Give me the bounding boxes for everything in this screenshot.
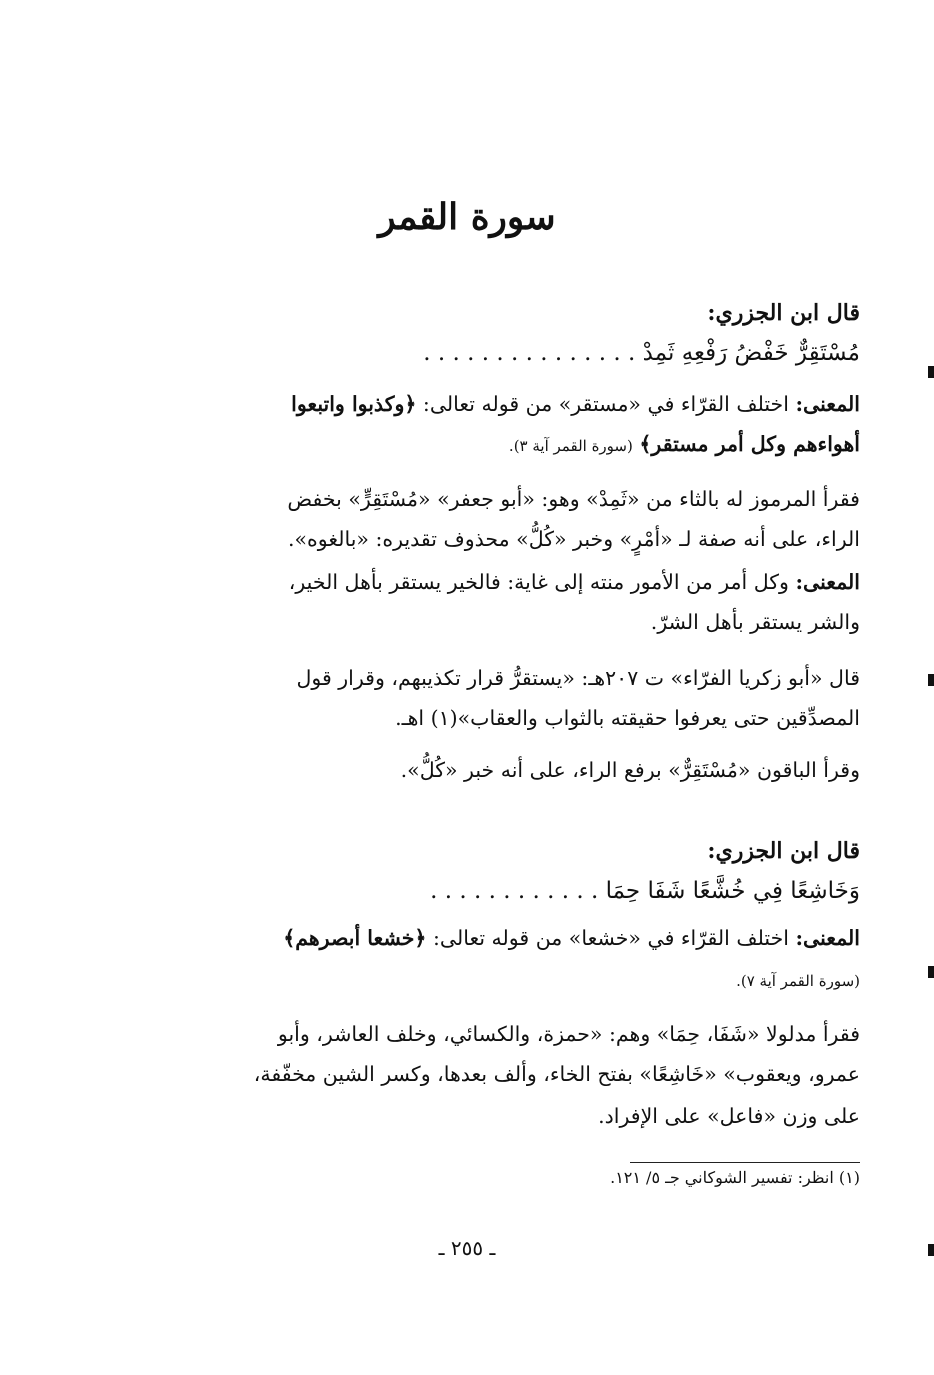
meaning-line-3 xyxy=(74,926,860,950)
paragraph-line: فقرأ مدلولا «شَفَا، حِمَا» وهم: «حمزة، والكسائي، وخلف العاشر، وأبو xyxy=(277,1022,860,1046)
footnote-divider xyxy=(630,1162,860,1163)
page-number: ـ ٢٥٥ ـ xyxy=(438,1236,496,1260)
meaning-label: المعنى: xyxy=(795,926,860,950)
meaning2-line-1 xyxy=(74,570,860,594)
quran-quote-cont: أهواءهم وكل أمر مستقر﴾ xyxy=(639,432,860,456)
meaning-text: وكل أمر من الأمور منته إلى غاية: فالخير يستقر بأهل الخير، xyxy=(288,570,789,594)
paragraph-line: المصدِّقين حتى يعرفوا حقيقته بالثواب والعقاب»(١) اهـ. xyxy=(395,706,860,730)
scan-edge-mark xyxy=(928,966,934,978)
paragraph-line: الراء، على أنه صفة لـ «أمْرٍ» وخبر «كُلُّ» محذوف تقديره: «بالغوه». xyxy=(287,527,860,551)
quran-reference: (سورة القمر آية ٧). xyxy=(736,972,860,990)
meaning-line-2 xyxy=(74,432,860,456)
verse-line-2: وَخَاشِعًا فِي خُشَّعًا شَفَا حِمَا . . . . . . . . . . . . xyxy=(430,878,860,904)
meaning-text: اختلف القرّاء في «خشعا» من قوله تعالى: xyxy=(432,926,789,950)
scan-edge-mark xyxy=(928,366,934,378)
meaning-line-1 xyxy=(74,392,860,416)
speaker-label-1: قال ابن الجزري: xyxy=(707,300,860,326)
paragraph-line: قال «أبو زكريا الفرّاء» ت ٢٠٧هـ: «يستقرُّ قرار تكذيبهم، وقرار قول xyxy=(296,666,860,690)
quran-quote: ﴿وكذبوا واتبعوا xyxy=(291,392,417,416)
paragraph-line: وقرأ الباقون «مُسْتَقِرٌّ» برفع الراء، على أنه خبر «كُلُّ». xyxy=(400,758,860,782)
meaning-label: المعنى: xyxy=(795,392,860,416)
paragraph-line: عمرو، ويعقوب» «خَاشِعًا» بفتح الخاء، وألف بعدها، وكسر الشين مخفّفة، xyxy=(253,1062,860,1086)
scan-edge-mark xyxy=(928,1244,934,1256)
speaker-label-2: قال ابن الجزري: xyxy=(707,838,860,864)
meaning-text: اختلف القرّاء في «مستقر» من قوله تعالى: xyxy=(422,392,789,416)
paragraph-line: على وزن «فاعل» على الإفراد. xyxy=(598,1104,860,1128)
quran-reference: (سورة القمر آية ٣). xyxy=(508,437,633,455)
paragraph-line: فقرأ المرموز له بالثاء من «ثَمِدْ» وهو: «أبو جعفر» «مُسْتَقِرٍّ» بخفض xyxy=(287,487,860,511)
meaning-label: المعنى: xyxy=(795,570,860,594)
page-title: سورة القمر xyxy=(378,196,556,238)
verse-line-1: مُسْتَقِرٌّ خَفْضُ رَفْعِهِ ثَمِدْ . . . . . . . . . . . . . . . xyxy=(423,340,860,366)
footnote: (١) انظر: تفسير الشوكاني جـ ٥/ ١٢١. xyxy=(610,1168,860,1187)
paragraph-line: والشر يستقر بأهل الشرّ. xyxy=(650,610,860,634)
quran-quote: ﴿خشعا أبصرهم﴾ xyxy=(283,926,427,950)
scan-edge-mark xyxy=(928,674,934,686)
